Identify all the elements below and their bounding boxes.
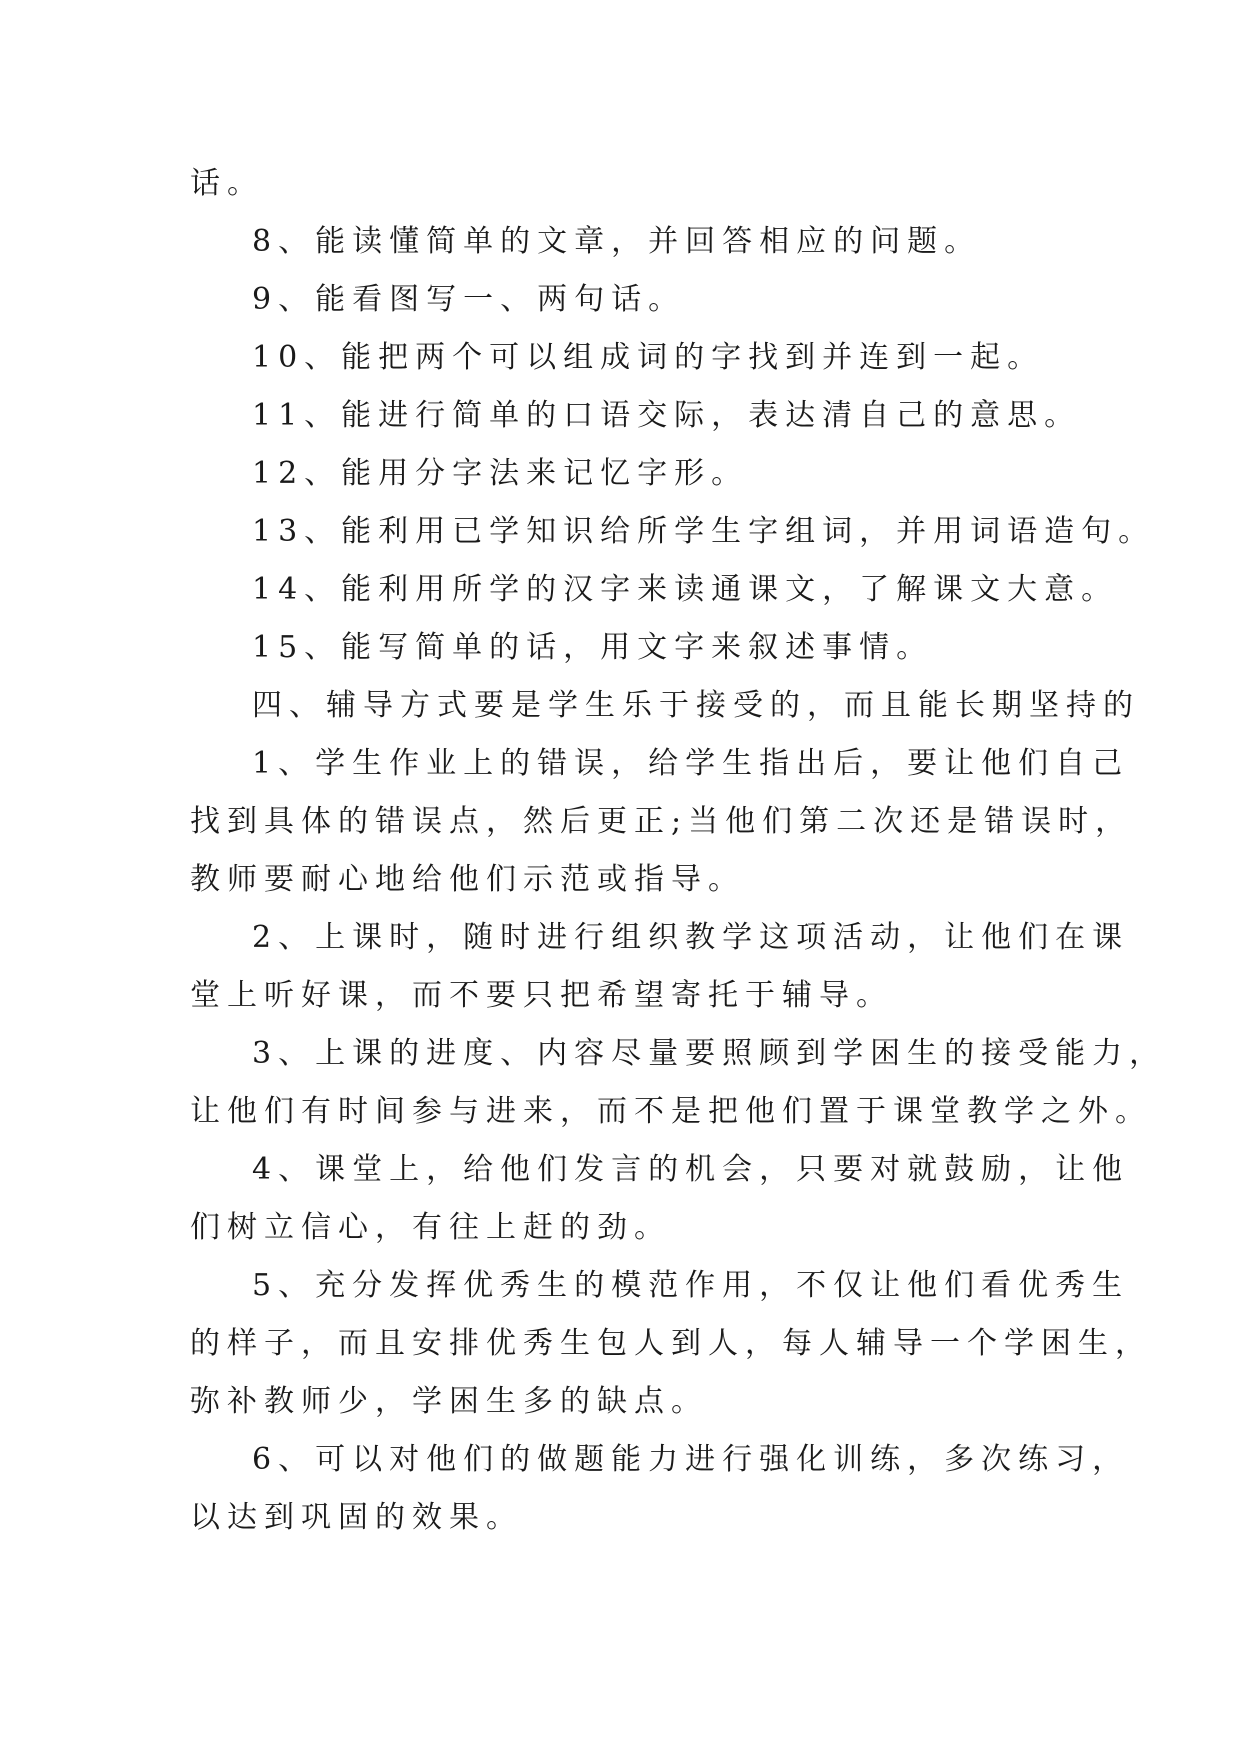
list-item: 15、能写简单的话，用文字来叙述事情。	[252, 630, 934, 665]
paragraph-line: 找到具体的错误点，然后更正;当他们第二次还是错误时，	[190, 804, 1133, 839]
paragraph-line: 3、上课的进度、内容尽量要照顾到学困生的接受能力，	[252, 1036, 1167, 1071]
section-heading: 四、辅导方式要是学生乐于接受的，而且能长期坚持的	[252, 688, 1140, 723]
list-item: 12、能用分字法来记忆字形。	[252, 456, 749, 491]
paragraph-line: 5、充分发挥优秀生的模范作用，不仅让他们看优秀生	[252, 1268, 1130, 1303]
list-item: 13、能利用已学知识给所学生字组词，并用词语造句。	[252, 514, 1156, 549]
paragraph-line: 们树立信心，有往上赶的劲。	[190, 1210, 671, 1245]
paragraph-line: 教师要耐心地给他们示范或指导。	[190, 862, 745, 897]
paragraph-line: 6、可以对他们的做题能力进行强化训练，多次练习，	[252, 1442, 1130, 1477]
list-item: 11、能进行简单的口语交际，表达清自己的意思。	[252, 398, 1082, 433]
paragraph-line: 以达到巩固的效果。	[190, 1500, 523, 1535]
paragraph-line: 的样子，而且安排优秀生包人到人，每人辅导一个学困生，	[190, 1326, 1152, 1361]
paragraph-line: 让他们有时间参与进来，而不是把他们置于课堂教学之外。	[190, 1094, 1152, 1129]
list-item: 8、能读懂简单的文章，并回答相应的问题。	[252, 224, 982, 259]
paragraph-line: 堂上听好课，而不要只把希望寄托于辅导。	[190, 978, 893, 1013]
paragraph-line: 弥补教师少，学困生多的缺点。	[190, 1384, 708, 1419]
paragraph-line: 1、学生作业上的错误，给学生指出后，要让他们自己	[252, 746, 1130, 781]
list-item: 14、能利用所学的汉字来读通课文，了解课文大意。	[252, 572, 1119, 607]
text-line: 话。	[190, 166, 264, 201]
list-item: 10、能把两个可以组成词的字找到并连到一起。	[252, 340, 1045, 375]
paragraph-line: 4、课堂上，给他们发言的机会，只要对就鼓励，让他	[252, 1152, 1130, 1187]
paragraph-line: 2、上课时，随时进行组织教学这项活动，让他们在课	[252, 920, 1130, 955]
list-item: 9、能看图写一、两句话。	[252, 282, 686, 317]
